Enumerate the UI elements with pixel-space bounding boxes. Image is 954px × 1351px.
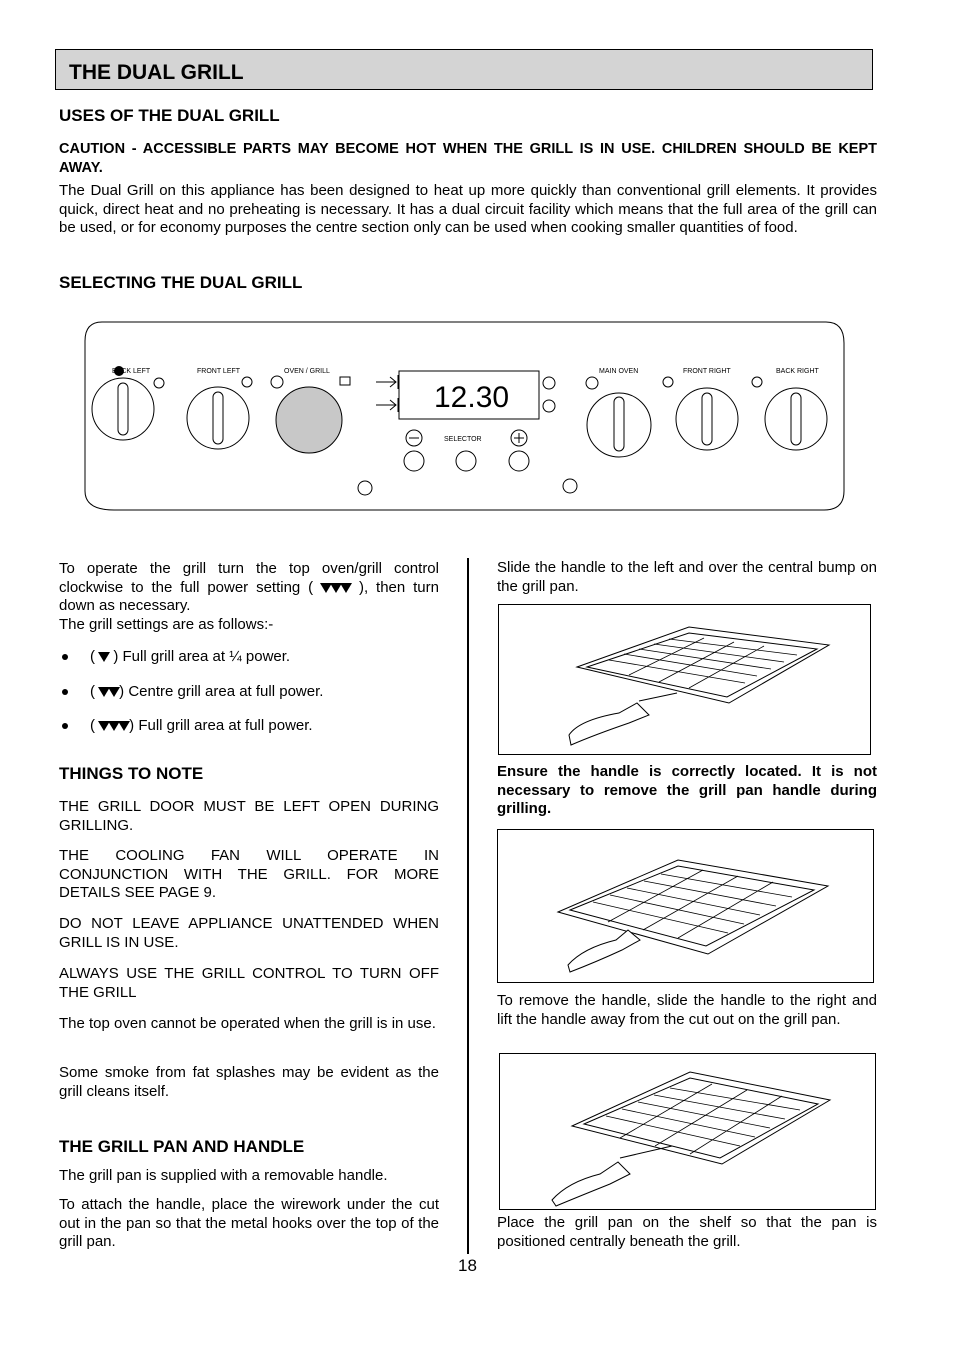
neon-indicator (563, 479, 577, 493)
remove-text: To remove the handle, slide the handle to the right and lift the handle away from the cut out on the grill pan. (497, 992, 877, 1028)
bullet-text: ) Full grill area at ¼ power. (113, 648, 291, 665)
grill-pan-illustration (498, 604, 871, 755)
page-title: THE DUAL GRILL (69, 61, 244, 84)
title-bar (55, 49, 873, 90)
note-item: Some smoke from fat splashes may be evident as the grill cleans itself. (59, 1064, 439, 1100)
bullet-text: ) Full grill area at full power. (129, 717, 313, 734)
label-oven-grill: OVEN / GRILL (284, 368, 330, 375)
note-item: THE COOLING FAN WILL OPERATE IN CONJUNCTION WITH THE GRILL. FOR MORE DETAILS SEE PAGE 9. (59, 847, 439, 901)
front-left-knob[interactable] (187, 387, 249, 449)
front-right-knob[interactable] (676, 388, 738, 450)
list-item (62, 648, 290, 665)
column-divider (467, 558, 469, 1254)
grill-icon (340, 377, 350, 385)
hob-indicator-icon (663, 377, 673, 387)
operate-intro (59, 560, 439, 616)
bullet-text: ) Centre grill area at full power. (119, 683, 324, 700)
place-text: Place the grill pan on the shelf so that the pan is positioned centrally beneath the grill. (497, 1214, 877, 1250)
main-oven-knob[interactable] (587, 393, 651, 457)
note-item: The top oven cannot be operated when the grill is in use. (59, 1015, 436, 1032)
label-back-left: BACK LEFT (112, 368, 151, 375)
back-right-knob[interactable] (765, 388, 827, 450)
pan-p1: The grill pan is supplied with a removable handle. (59, 1167, 388, 1184)
three-triangles-icon (321, 579, 351, 596)
control-panel-diagram (84, 321, 846, 512)
label-back-right: BACK RIGHT (776, 368, 819, 375)
label-front-left: FRONT LEFT (197, 368, 241, 375)
clock-icon (543, 377, 555, 389)
selecting-heading: SELECTING THE DUAL GRILL (59, 273, 303, 292)
one-triangle-icon (99, 648, 109, 665)
three-triangles-icon (99, 717, 129, 734)
uses-heading: USES OF THE DUAL GRILL (59, 106, 280, 125)
grill-pan-illustration (499, 1053, 876, 1210)
pan-p2: To attach the handle, place the wirework under the cut out in the pan so that the metal hooks over the top of the grill pan. (59, 1196, 439, 1250)
note-item: DO NOT LEAVE APPLIANCE UNATTENDED WHEN GRILL IS IN USE. (59, 915, 439, 951)
hob-indicator-icon (752, 377, 762, 387)
label-selector: SELECTOR (444, 436, 482, 443)
clock-icon (543, 400, 555, 412)
minus-button[interactable] (404, 451, 424, 471)
operate-intro-a: To operate the grill turn the top oven/grill control clockwise to the full power setting ( (59, 560, 439, 596)
bullet-open: ( (90, 648, 95, 665)
selector-button[interactable] (456, 451, 476, 471)
oven-indicator-icon (271, 376, 283, 388)
label-main-oven: MAIN OVEN (599, 368, 639, 375)
note-item: THE GRILL DOOR MUST BE LEFT OPEN DURING GRILLING. (59, 798, 439, 834)
slide-text: Slide the handle to the left and over the central bump on the grill pan. (497, 559, 877, 595)
bullet-open: ( (90, 717, 95, 734)
two-triangles-icon (99, 683, 119, 700)
hob-indicator-icon (242, 377, 252, 387)
things-heading: THINGS TO NOTE (59, 764, 204, 783)
oven-grill-knob[interactable] (276, 387, 342, 453)
hob-indicator-icon (154, 378, 164, 388)
page-number: 18 (458, 1256, 477, 1275)
ensure-text: Ensure the handle is correctly located. It is not necessary to remove the grill pan handle during grilling. (497, 763, 877, 817)
fan-oven-icon (586, 377, 598, 389)
caution-text: CAUTION - ACCESSIBLE PARTS MAY BECOME HOT WHEN THE GRILL IS IN USE. CHILDREN SHOULD BE KEPT AWAY. (59, 141, 877, 176)
plus-button[interactable] (509, 451, 529, 471)
list-item (62, 683, 323, 700)
operate-intro-b: ), then turn down as necessary. (59, 578, 439, 614)
note-item: ALWAYS USE THE GRILL CONTROL TO TURN OFF THE GRILL (59, 965, 439, 1001)
pan-heading: THE GRILL PAN AND HANDLE (59, 1137, 305, 1156)
grill-pan-illustration (497, 829, 874, 983)
clock-time: 12.30 (434, 381, 510, 414)
list-item (62, 717, 313, 734)
neon-indicator (358, 481, 372, 495)
label-front-right: FRONT RIGHT (683, 368, 731, 375)
settings-line: The grill settings are as follows:- (59, 616, 274, 633)
uses-body: The Dual Grill on this appliance has been designed to heat up more quickly than conventional grill elements. It provides quick, direct heat and no preheating is necessary. It has a dual circuit facility which means that the full area of the grill can be used, or for economy purposes the centre section only can be used when cooking smaller quantities of food. (59, 182, 877, 236)
bullet-open: ( (90, 683, 95, 700)
